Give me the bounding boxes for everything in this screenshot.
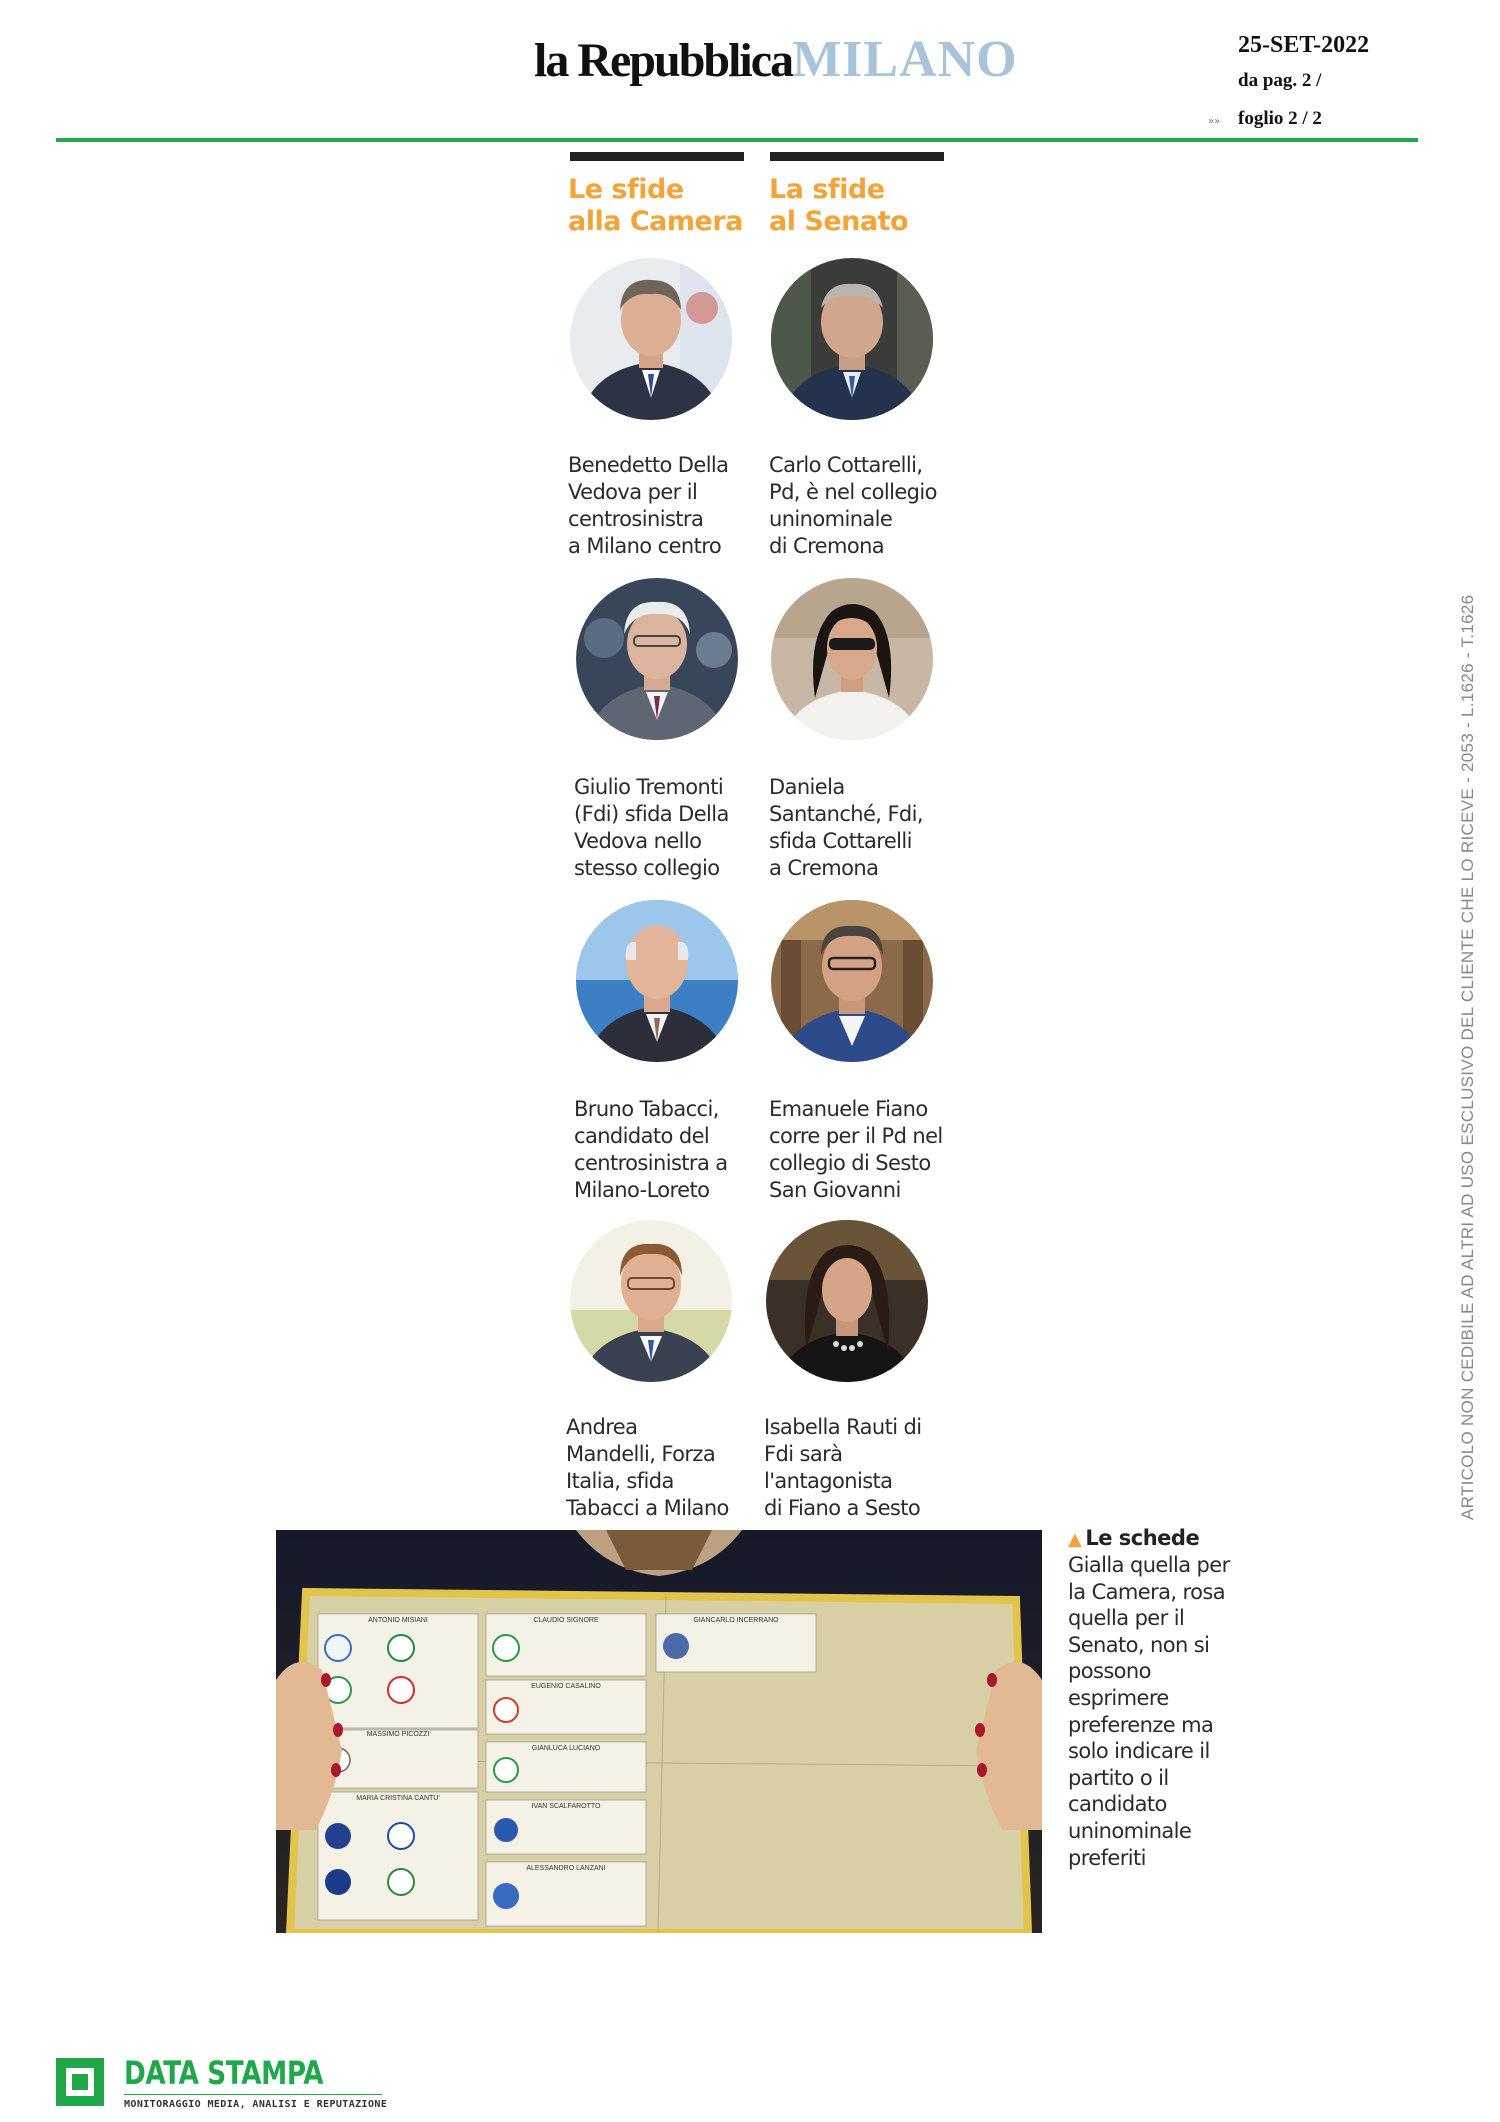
- caption-mandelli: Andrea Mandelli, Forza Italia, sfida Tabacci a Milano: [566, 1415, 729, 1520]
- photo-caption: [1068, 1526, 1248, 1871]
- ballot-name-incerrano: GIANCARLO INCERRANO: [693, 1617, 779, 1624]
- caption-cottarelli: Carlo Cottarelli, Pd, è nel collegio uninominale di Cremona: [769, 453, 937, 558]
- photo-caption-body: Gialla quella per la Camera, rosa quella per il Senato, non si possono esprimere preferenze ma solo indicare il partito o il candidato uninominale preferiti: [1068, 1553, 1230, 1870]
- portrait-tremonti: [576, 578, 738, 740]
- footer-tagline: MONITORAGGIO MEDIA, ANALISI E REPUTAZIONE: [124, 2099, 388, 2110]
- footer-divider: [124, 2094, 382, 2095]
- portrait-della-vedova: [570, 258, 732, 420]
- ballot-name-lanzani: ALESSANDRO LANZANI: [526, 1865, 606, 1872]
- portrait-santanche: [771, 578, 933, 740]
- caption-della-vedova: Benedetto Della Vedova per il centrosinistra a Milano centro: [568, 453, 729, 558]
- portrait-tabacci: [576, 900, 738, 1062]
- ballot-name-picozzi: MASSIMO PICOZZI: [366, 1731, 430, 1738]
- portrait-rauti: [766, 1220, 928, 1382]
- rights-notice: ARTICOLO NON CEDIBILE AD ALTRI AD USO ESCLUSIVO DEL CLIENTE CHE LO RICEVE - 2053 - L.1626 - T.1626: [1458, 594, 1477, 1520]
- senato-column-title: La sfide al Senato: [769, 174, 909, 237]
- camera-column-bar: [570, 152, 744, 161]
- senato-column-bar: [770, 152, 944, 161]
- arrow-marker: »»: [1208, 116, 1221, 127]
- caption-fiano: Emanuele Fiano corre per il Pd nel collegio di Sesto San Giovanni: [769, 1097, 943, 1202]
- masthead-title: la Repubblica: [534, 34, 793, 87]
- caption-santanche: Daniela Santanché, Fdi, sfida Cottarelli a Cremona: [769, 775, 923, 880]
- portrait-mandelli: [570, 1220, 732, 1382]
- issue-date: 25-SET-2022: [1238, 32, 1370, 58]
- caption-tremonti: Giulio Tremonti (Fdi) sfida Della Vedova nello stesso collegio: [574, 775, 729, 880]
- ballot-name-misiani: ANTONIO MISIANI: [368, 1617, 428, 1624]
- data-stampa-logo-icon: [56, 2058, 104, 2106]
- camera-column-title: Le sfide alla Camera: [568, 174, 743, 237]
- ballot-name-scalfarotto: IVAN SCALFAROTTO: [531, 1803, 601, 1810]
- masthead-city: MILANO: [792, 31, 1018, 88]
- photo-caption-title: Le schede: [1085, 1526, 1200, 1550]
- ballot-name-cantu: MARIA CRISTINA CANTU': [356, 1795, 440, 1802]
- masthead: [534, 30, 1018, 90]
- header-divider: [56, 138, 1418, 142]
- portrait-cottarelli: [771, 258, 933, 420]
- page-reference: da pag. 2 /: [1238, 70, 1322, 91]
- caption-rauti: Isabella Rauti di Fdi sarà l'antagonista di Fiano a Sesto: [764, 1415, 922, 1520]
- caption-tabacci: Bruno Tabacci, candidato del centrosinistra a Milano-Loreto: [574, 1097, 728, 1202]
- ballot-name-signore: CLAUDIO SIGNORE: [533, 1617, 599, 1624]
- ballot-name-luciano: GIANLUCA LUCIANO: [531, 1745, 601, 1752]
- portrait-fiano: [771, 900, 933, 1062]
- ballot-name-casalino: EUGENIO CASALINO: [531, 1683, 601, 1690]
- triangle-marker-icon: ▲: [1068, 1529, 1082, 1550]
- sheet-reference: foglio 2 / 2: [1238, 108, 1322, 129]
- footer-brand: DATA STAMPA: [124, 2054, 324, 2092]
- ballot-photo: [276, 1530, 1042, 1933]
